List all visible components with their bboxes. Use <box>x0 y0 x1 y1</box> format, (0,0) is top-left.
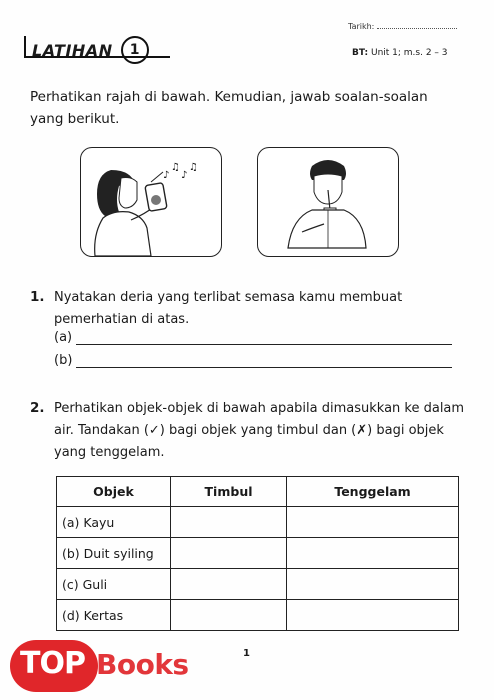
svg-text:♫: ♫ <box>171 162 180 173</box>
timbul-cell[interactable] <box>171 569 287 600</box>
question-1-number: 1. <box>30 289 45 305</box>
timbul-cell[interactable] <box>171 507 287 538</box>
table-header-row <box>57 477 459 507</box>
picture-boy-drinking <box>257 147 399 257</box>
instructions: Perhatikan rajah di bawah. Kemudian, jawab soalan-soalan yang berikut. <box>30 89 428 127</box>
table-row <box>57 569 459 600</box>
heading-rule <box>24 56 170 58</box>
svg-text:♫: ♫ <box>189 162 198 173</box>
exercise-label: LATIHAN <box>32 40 113 60</box>
table-row <box>57 538 459 569</box>
date-field <box>348 22 457 31</box>
table-row <box>57 507 459 538</box>
question-1-text: Nyatakan deria yang terlibat semasa kamu membuat pemerhatian di atas. <box>54 290 403 327</box>
object-cell: (d) Kertas <box>57 600 171 631</box>
table-row <box>57 600 459 631</box>
object-cell: (a) Kayu <box>57 507 171 538</box>
header-timbul: Timbul <box>171 477 287 507</box>
timbul-cell[interactable] <box>171 538 287 569</box>
tenggelam-cell[interactable] <box>287 538 459 569</box>
exercise-number: 1 <box>121 36 149 64</box>
textbook-reference: BT: Unit 1; m.s. 2 – 3 <box>352 48 448 58</box>
topbooks-logo: TOP Books <box>10 640 200 692</box>
header-tenggelam: Tenggelam <box>287 477 459 507</box>
object-cell: (c) Guli <box>57 569 171 600</box>
answer-1a[interactable]: (a) <box>54 330 452 345</box>
answer-1b[interactable]: (b) <box>54 353 452 368</box>
objects-table <box>56 476 459 631</box>
page-number: 1 <box>243 648 250 659</box>
svg-text:♪: ♪ <box>181 170 188 181</box>
object-cell: (b) Duit syiling <box>57 538 171 569</box>
tenggelam-cell[interactable] <box>287 600 459 631</box>
header-objek: Objek <box>57 477 171 507</box>
question-2-text: Perhatikan objek-objek di bawah apabila dimasukkan ke dalam air. Tandakan (✓) bagi objek yang timbul dan (✗) bagi objek yang tenggelam. <box>54 401 465 460</box>
date-blank[interactable] <box>377 28 457 29</box>
svg-text:♪: ♪ <box>163 170 170 181</box>
timbul-cell[interactable] <box>171 600 287 631</box>
question-2-number: 2. <box>30 400 45 416</box>
answer-line[interactable] <box>76 353 452 368</box>
tenggelam-cell[interactable] <box>287 569 459 600</box>
tenggelam-cell[interactable] <box>287 507 459 538</box>
answer-line[interactable] <box>76 330 452 345</box>
date-label: Tarikh: <box>348 22 375 31</box>
picture-girl-listening-radio <box>80 147 222 257</box>
exercise-heading <box>28 36 149 64</box>
